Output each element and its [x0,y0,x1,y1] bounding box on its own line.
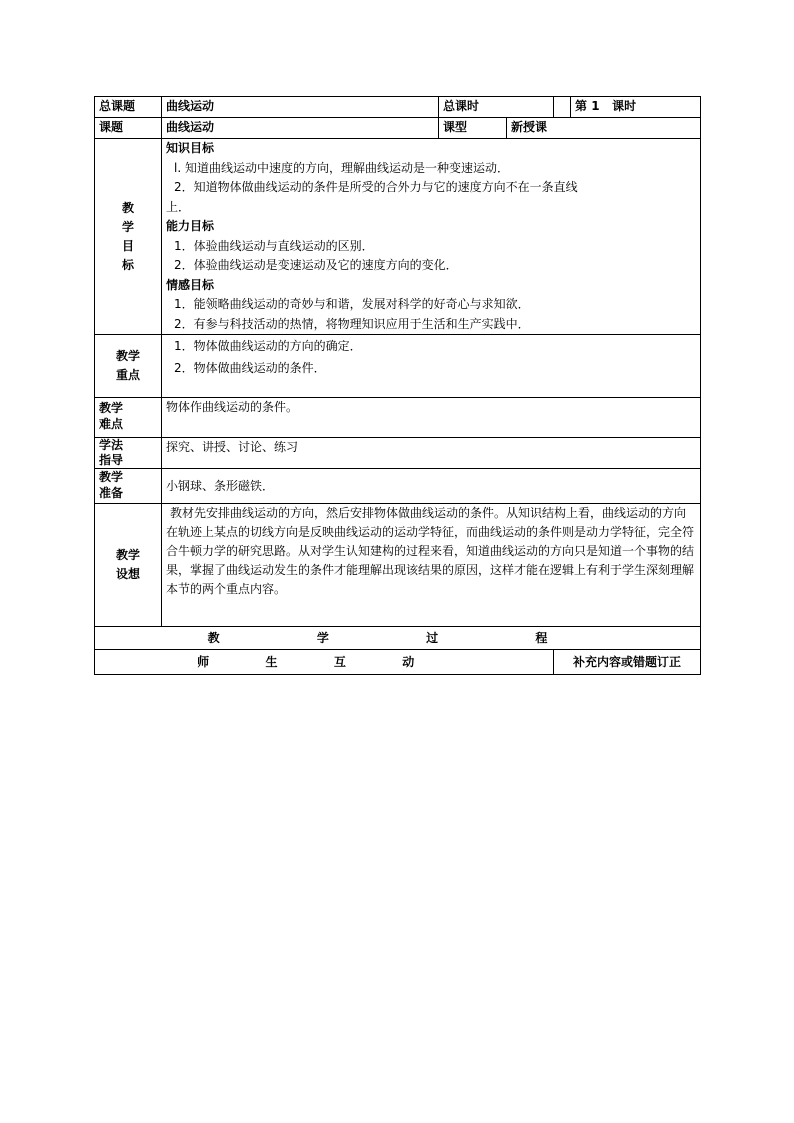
method-row [95,438,701,469]
preparation-value: 小钢球、条形磁铁． [162,469,701,504]
key-point-2: 2．物体做曲线运动的条件． [174,361,326,375]
topic-value: 曲线运动 [162,118,439,139]
knowledge-item-2: 2．知道物体做曲线运动的条件是所受的合外力与它的速度方向不在一条直线 [174,180,578,194]
total-topic-label: 总课题 [95,97,162,118]
goals-row [95,139,701,335]
method-value: 探究、讲授、讨论、练习 [162,438,701,469]
emotion-item-1: 1．能领略曲线运动的奇妙与和谐，发展对科学的好奇心与求知欲． [174,297,530,311]
design-row [95,504,701,627]
type-value: 新授课 [507,118,701,139]
emotion-item-2: 2．有参与科技活动的热情，将物理知识应用于生活和生产实践中． [174,316,530,331]
total-hours-label: 总课时 [439,97,554,118]
key-point-1: 1．物体做曲线运动的方向的确定． [174,339,362,353]
knowledge-title: 知识目标 [166,141,215,155]
design-value: 教材先安排曲线运动的方向，然后安排物体做曲线运动的条件。从知识结构上看，曲线运动的方向在轨迹上某点的切线方向是反映曲线运动的运动学特征，而曲线运动的条件则是动力学特征，完全符合牛顿力学的研究思路。从对学生认知建构的过程来看，知道曲线运动的方向只是知道一个事物的结果，掌握了曲线运动发生的条件才能理解出现该结果的原因，这样才能在逻辑上有利于学生深刻理解本节的两个重点内容。 [162,504,701,627]
total-hours-value [554,97,571,118]
key-points-label: 教学 重点 [95,335,162,398]
preparation-label: 教学 准备 [95,469,162,504]
interaction-header: 师 生 互 动 [95,650,507,675]
supplement-label: 补充内容或错题订正 [554,650,701,675]
key-points-content [162,335,701,398]
ability-item-2: 2．体验曲线运动是变速运动及它的速度方向的变化． [174,258,458,272]
total-topic-value: 曲线运动 [162,97,439,118]
difficulty-row [95,398,701,438]
process-title-row [95,627,701,650]
process-title: 教 学 过 程 [95,627,701,650]
topic-label: 课题 [95,118,162,139]
preparation-row [95,469,701,504]
goals-label: 教 学 目 标 [95,139,162,335]
emotion-title: 情感目标 [166,277,215,292]
knowledge-item-1: l. 知道曲线运动中速度的方向，理解曲线运动是一种变速运动． [174,160,509,175]
total-topic-row [95,97,701,118]
interaction-spacer [507,650,554,675]
topic-row [95,118,701,139]
type-label: 课型 [439,118,507,139]
design-label: 教学 设想 [95,504,162,627]
lesson-plan-table [94,96,701,675]
method-label: 学法 指导 [95,438,162,469]
goals-content [162,139,701,335]
knowledge-item-2-cont: 上． [166,199,191,214]
difficulty-label: 教学 难点 [95,398,162,438]
ability-title: 能力目标 [166,219,215,233]
interaction-row [95,650,701,675]
session-label: 第 1 课时 [571,97,701,118]
key-points-row [95,335,701,398]
difficulty-value: 物体作曲线运动的条件。 [162,398,701,438]
ability-item-1: 1．体验曲线运动与直线运动的区别． [174,238,374,253]
